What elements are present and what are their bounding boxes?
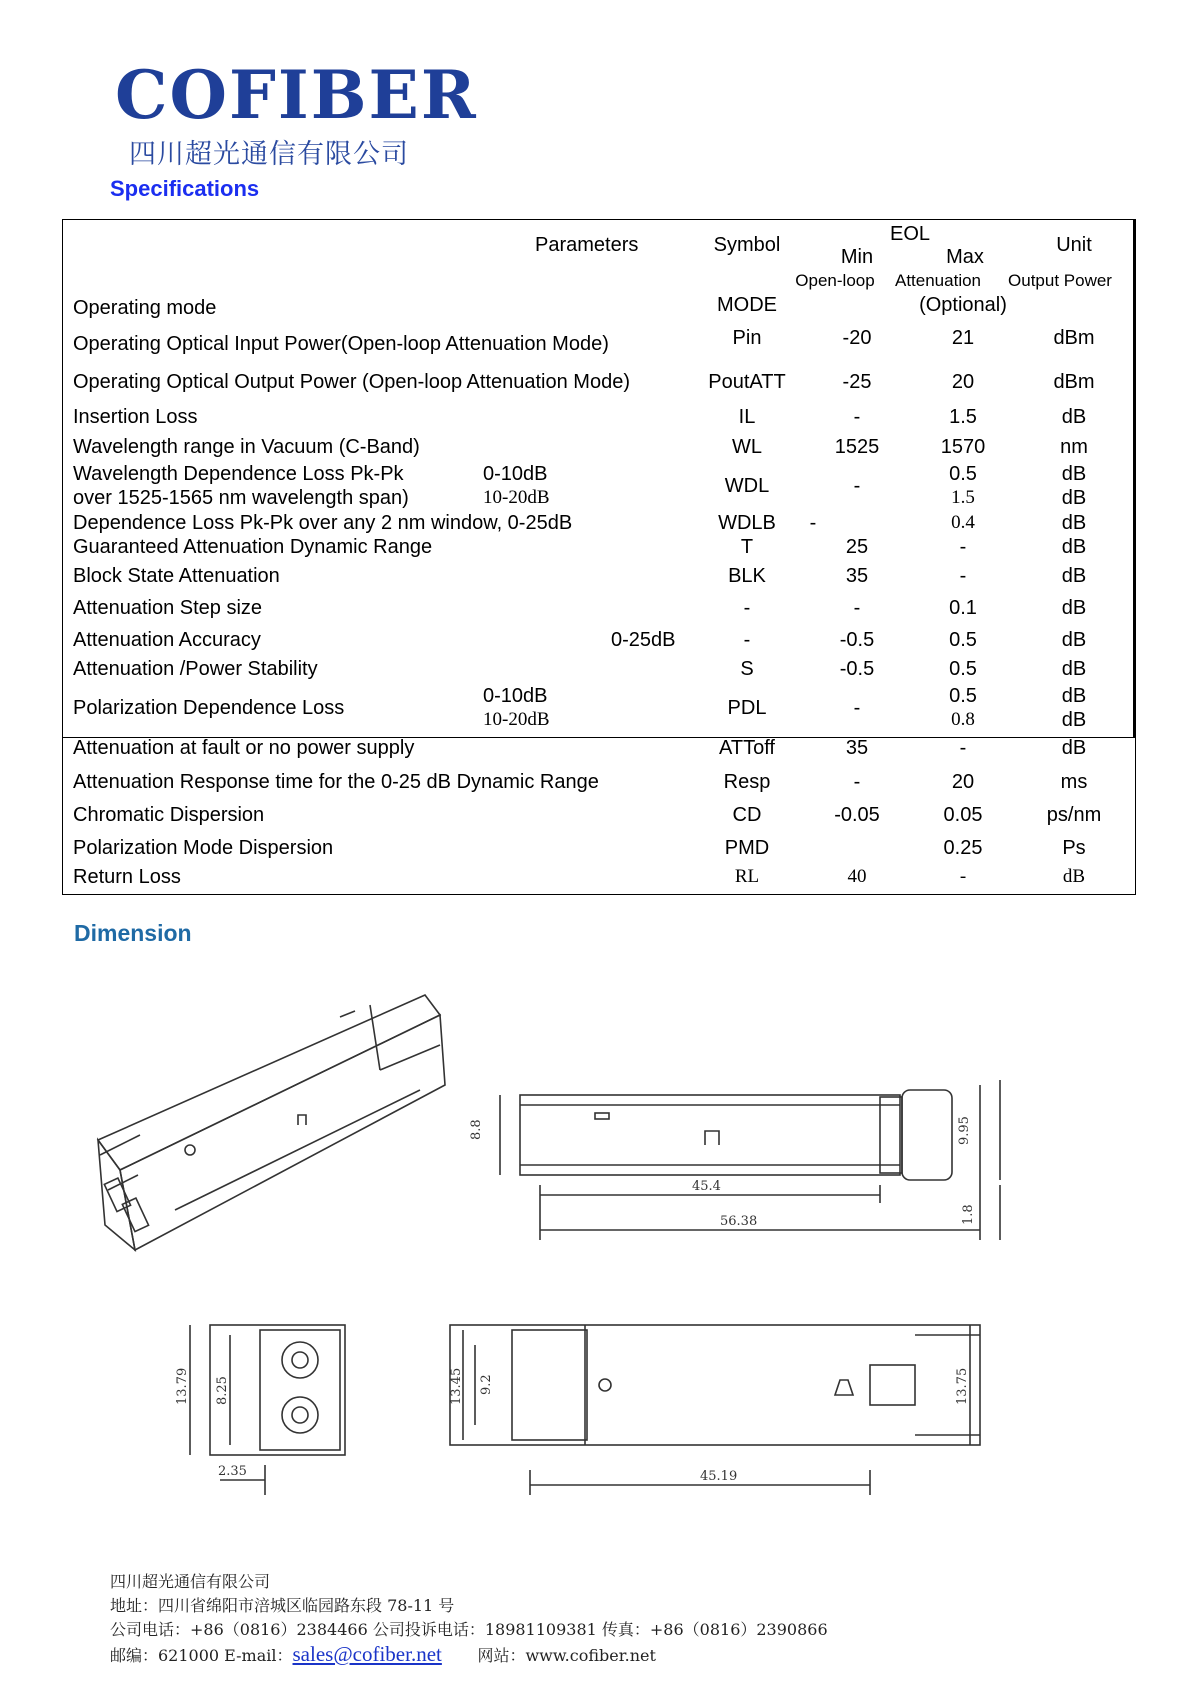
row-wdl-range1: 0-10dB bbox=[483, 463, 548, 485]
row-pout-param: Operating Optical Output Power (Open-loop Attenuation Mode) bbox=[73, 371, 630, 393]
row-blk-min: 35 bbox=[845, 565, 869, 587]
header-open-loop: Open-loop bbox=[795, 271, 875, 290]
row-accuracy-max: 0.5 bbox=[949, 629, 977, 651]
header-eol: EOL bbox=[889, 223, 931, 245]
row-t-symbol: T bbox=[740, 536, 754, 558]
row-attoff-symbol: ATToff bbox=[719, 737, 775, 759]
row-t-max: - bbox=[959, 536, 967, 558]
row-rl-symbol: RL bbox=[734, 866, 760, 887]
dim-height-left: 8.8 bbox=[469, 1119, 484, 1140]
dimension-heading: Dimension bbox=[74, 920, 192, 946]
row-step-symbol: - bbox=[743, 597, 751, 619]
footer-contact-row bbox=[110, 1642, 828, 1668]
row-resp-min: - bbox=[853, 771, 861, 793]
row-pin-min: -20 bbox=[842, 327, 872, 349]
row-pin-symbol: Pin bbox=[732, 327, 762, 349]
row-rl-min: 40 bbox=[847, 866, 867, 887]
table-right-bar bbox=[1133, 220, 1135, 737]
header-attenuation: Attenuation bbox=[894, 271, 982, 290]
row-attoff-param: Attenuation at fault or no power supply bbox=[73, 737, 415, 759]
row-wdl-max2: 1.5 bbox=[951, 487, 975, 508]
row-cd-symbol: CD bbox=[732, 804, 762, 826]
row-pmd-symbol: PMD bbox=[724, 837, 770, 859]
dim-front-outer: 13.79 bbox=[175, 1367, 190, 1405]
row-stability-max: 0.5 bbox=[949, 658, 977, 680]
header-min: Min bbox=[840, 246, 874, 268]
row-step-param: Attenuation Step size bbox=[73, 597, 263, 619]
header-unit: Unit bbox=[1056, 234, 1092, 256]
row-pout-unit: dBm bbox=[1053, 371, 1095, 393]
footer-phones: 公司电话：+86（0816）2384466 公司投诉电话：18981109381 传真：+86（0816）2390866 bbox=[110, 1620, 828, 1639]
footer-website: 网站：www.cofiber.net bbox=[477, 1646, 656, 1665]
row-cd-max: 0.05 bbox=[943, 804, 983, 826]
row-resp-max: 20 bbox=[951, 771, 975, 793]
row-step-max: 0.1 bbox=[949, 597, 977, 619]
row-cd-unit: ps/nm bbox=[1046, 804, 1102, 826]
row-resp-param: Attenuation Response time for the 0-25 dB Dynamic Range bbox=[73, 771, 599, 793]
header-output-power: Output Power bbox=[1008, 271, 1112, 290]
row-wdl-max: 0.5 bbox=[949, 463, 977, 485]
row-pdl-range2: 10-20dB bbox=[483, 709, 550, 730]
row-wdl-unit2: dB bbox=[1061, 487, 1087, 509]
row-attoff-min: 35 bbox=[845, 737, 869, 759]
row-mode-optional: (Optional) bbox=[919, 294, 1007, 316]
footer-company: 四川超光通信有限公司 bbox=[110, 1572, 271, 1591]
row-step-min: - bbox=[853, 597, 861, 619]
row-wdl-symbol: WDL bbox=[724, 475, 770, 497]
company-logo bbox=[115, 56, 478, 170]
row-pdl-unit: dB bbox=[1061, 685, 1087, 707]
dim-top-width-inner: 9.2 bbox=[479, 1374, 494, 1395]
row-stability-min: -0.5 bbox=[839, 658, 875, 680]
row-accuracy-min: -0.5 bbox=[839, 629, 875, 651]
header-max: Max bbox=[946, 246, 984, 268]
dim-top-width-outer: 13.45 bbox=[449, 1367, 464, 1405]
row-pin-max: 21 bbox=[951, 327, 975, 349]
logo-subtitle: 四川超光通信有限公司 bbox=[129, 139, 409, 170]
row-pdl-range1: 0-10dB bbox=[483, 685, 548, 707]
dim-height-right: 9.95 bbox=[957, 1116, 972, 1145]
row-pin-param: Operating Optical Input Power(Open-loop Attenuation Mode) bbox=[73, 333, 609, 355]
row-il-param: Insertion Loss bbox=[73, 406, 198, 428]
row-blk-max: - bbox=[959, 565, 967, 587]
row-wdlb-symbol: WDLB bbox=[718, 512, 776, 534]
row-wl-min: 1525 bbox=[834, 436, 880, 458]
isometric-module-drawing bbox=[98, 995, 445, 1250]
row-rl-max: - bbox=[959, 866, 967, 887]
dimension-labels bbox=[175, 1116, 976, 1484]
dimension-drawings bbox=[80, 985, 1080, 1525]
row-pdl-param: Polarization Dependence Loss bbox=[73, 697, 345, 719]
row-pout-min: -25 bbox=[842, 371, 872, 393]
dim-front-offset: 2.35 bbox=[218, 1464, 247, 1479]
row-wdl-range2: 10-20dB bbox=[483, 487, 550, 508]
header-parameters: Parameters bbox=[535, 234, 639, 256]
footer-postcode-email-label: 邮编：621000 E-mail： bbox=[110, 1646, 293, 1665]
dim-top-length: 45.19 bbox=[700, 1469, 738, 1484]
row-wdlb-param: Dependence Loss Pk-Pk over any 2 nm window, 0-25dB bbox=[73, 512, 573, 534]
row-wl-param: Wavelength range in Vacuum (C-Band) bbox=[73, 436, 420, 458]
row-pdl-min: - bbox=[853, 697, 861, 719]
header-symbol: Symbol bbox=[713, 234, 781, 256]
row-pdl-max2: 0.8 bbox=[951, 709, 975, 730]
dim-length-inner: 45.4 bbox=[692, 1179, 721, 1194]
row-resp-unit: ms bbox=[1060, 771, 1088, 793]
email-link[interactable]: sales@cofiber.net bbox=[292, 1642, 442, 1666]
dim-length-total: 56.38 bbox=[720, 1214, 758, 1229]
row-wdlb-max: 0.4 bbox=[951, 512, 975, 533]
row-mode-symbol: MODE bbox=[717, 294, 777, 316]
row-wdlb-unit: dB bbox=[1061, 512, 1087, 534]
footer bbox=[110, 1570, 828, 1668]
row-accuracy-param: Attenuation Accuracy bbox=[73, 629, 261, 651]
row-il-max: 1.5 bbox=[949, 406, 977, 428]
row-t-unit: dB bbox=[1061, 536, 1087, 558]
row-blk-unit: dB bbox=[1061, 565, 1087, 587]
dim-tab-height: 1.8 bbox=[961, 1204, 976, 1225]
row-wl-symbol: WL bbox=[732, 436, 762, 458]
row-accuracy-range: 0-25dB bbox=[611, 629, 676, 651]
row-stability-param: Attenuation /Power Stability bbox=[73, 658, 318, 680]
row-attoff-max: - bbox=[959, 737, 967, 759]
row-t-min: 25 bbox=[845, 536, 869, 558]
row-accuracy-symbol: - bbox=[743, 629, 751, 651]
row-il-symbol: IL bbox=[738, 406, 756, 428]
row-pdl-symbol: PDL bbox=[727, 697, 767, 719]
row-accuracy-unit: dB bbox=[1061, 629, 1087, 651]
row-pout-max: 20 bbox=[951, 371, 975, 393]
row-pdl-max: 0.5 bbox=[949, 685, 977, 707]
row-cd-param: Chromatic Dispersion bbox=[73, 804, 265, 826]
row-cd-min: -0.05 bbox=[834, 804, 880, 826]
row-attoff-unit: dB bbox=[1061, 737, 1087, 759]
row-il-min: - bbox=[853, 406, 861, 428]
row-mode-param: Operating mode bbox=[73, 297, 217, 319]
row-pin-unit: dBm bbox=[1053, 327, 1095, 349]
specifications-heading: Specifications bbox=[110, 176, 260, 201]
row-wl-max: 1570 bbox=[940, 436, 986, 458]
row-step-unit: dB bbox=[1061, 597, 1087, 619]
row-il-unit: dB bbox=[1061, 406, 1087, 428]
row-wdl-unit: dB bbox=[1061, 463, 1087, 485]
dim-top-right: 13.75 bbox=[955, 1367, 970, 1405]
row-stability-unit: dB bbox=[1061, 658, 1087, 680]
row-pmd-unit: Ps bbox=[1062, 837, 1086, 859]
footer-address: 地址：四川省绵阳市涪城区临园路东段 78-11 号 bbox=[110, 1596, 455, 1615]
row-pdl-unit2: dB bbox=[1061, 709, 1087, 731]
row-rl-param: Return Loss bbox=[73, 866, 181, 888]
logo-brand: COFIBER bbox=[115, 56, 478, 134]
dim-front-inner: 8.25 bbox=[215, 1376, 230, 1405]
row-blk-param: Block State Attenuation bbox=[73, 565, 280, 587]
row-wdl-min: - bbox=[853, 475, 861, 497]
front-view-drawing bbox=[190, 1325, 345, 1495]
row-t-param: Guaranteed Attenuation Dynamic Range bbox=[73, 536, 433, 558]
row-pmd-param: Polarization Mode Dispersion bbox=[73, 837, 334, 859]
row-pmd-max: 0.25 bbox=[943, 837, 983, 859]
row-resp-symbol: Resp bbox=[723, 771, 771, 793]
row-rl-unit: dB bbox=[1062, 866, 1086, 887]
row-stability-symbol: S bbox=[740, 658, 754, 680]
row-wdl-param: Wavelength Dependence Loss Pk-Pk bbox=[73, 463, 404, 485]
row-wdl-param2: over 1525-1565 nm wavelength span) bbox=[73, 487, 409, 509]
row-blk-symbol: BLK bbox=[728, 565, 766, 587]
specifications-table bbox=[62, 219, 1136, 895]
row-pout-symbol: PoutATT bbox=[708, 371, 786, 393]
row-wl-unit: nm bbox=[1060, 436, 1088, 458]
row-wdlb-min: - bbox=[809, 512, 817, 534]
